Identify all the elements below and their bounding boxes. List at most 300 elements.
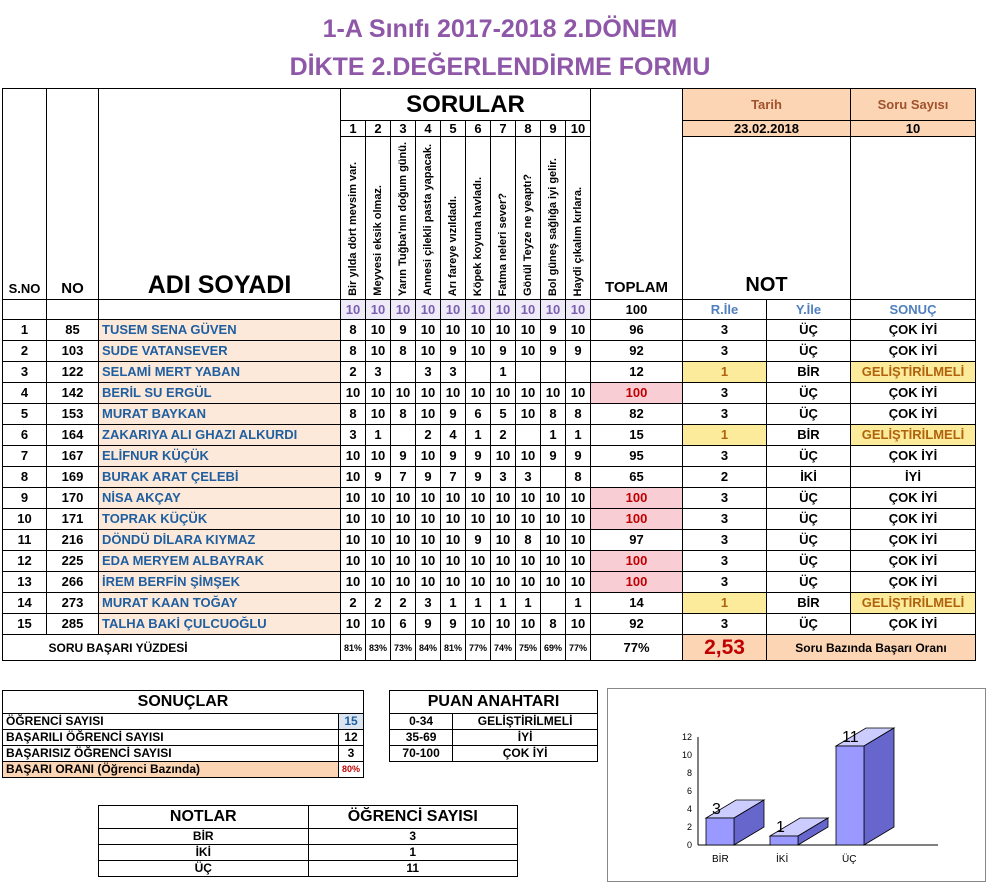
student-score: 10 xyxy=(366,551,391,572)
student-score: 10 xyxy=(416,488,441,509)
student-score: 10 xyxy=(416,572,441,593)
student-score: 10 xyxy=(491,530,516,551)
student-score: 10 xyxy=(491,614,516,635)
student-score: 8 xyxy=(341,341,366,362)
question-max: 10 xyxy=(341,300,366,320)
student-row xyxy=(3,320,976,341)
student-score: 1 xyxy=(491,593,516,614)
student-score: 9 xyxy=(491,341,516,362)
student-score: 10 xyxy=(416,551,441,572)
y-tick-label: 2 xyxy=(686,822,692,832)
question-max: 10 xyxy=(516,300,541,320)
question-text: Gönül Teyze ne yeaptı? xyxy=(522,173,534,296)
question-max: 10 xyxy=(391,300,416,320)
student-score: 10 xyxy=(516,404,541,425)
student-score xyxy=(516,425,541,446)
student-score: 10 xyxy=(366,404,391,425)
student-result: GELİŞTİRİLMELİ xyxy=(851,425,976,446)
student-result: ÇOK İYİ xyxy=(851,320,976,341)
student-score: 9 xyxy=(541,320,566,341)
student-score xyxy=(391,425,416,446)
student-yazi: ÜÇ xyxy=(767,446,851,467)
question-pct: 75% xyxy=(516,635,541,661)
student-total: 100 xyxy=(591,488,683,509)
x-tick-label: İKİ xyxy=(776,854,789,865)
student-score: 10 xyxy=(341,572,366,593)
student-row xyxy=(3,614,976,635)
puan-label: İYİ xyxy=(453,730,598,746)
sonuclar-table xyxy=(2,690,364,778)
question-text-cell xyxy=(341,137,366,300)
puan-range: 0-34 xyxy=(390,714,453,730)
student-score: 10 xyxy=(466,341,491,362)
tarih-label: Tarih xyxy=(683,89,851,121)
sonuclar-value: 80% xyxy=(338,762,363,778)
student-rakam: 3 xyxy=(683,614,767,635)
student-score: 10 xyxy=(466,572,491,593)
student-yazi: BİR xyxy=(767,593,851,614)
y-tick-label: 4 xyxy=(686,804,692,814)
student-yazi: ÜÇ xyxy=(767,551,851,572)
student-name: İREM BERFİN ŞİMŞEK xyxy=(99,572,341,593)
student-total: 95 xyxy=(591,446,683,467)
student-score: 8 xyxy=(341,404,366,425)
y-tick-label: 0 xyxy=(686,840,692,850)
question-number: 9 xyxy=(541,121,566,137)
bar xyxy=(770,836,798,845)
student-result: ÇOK İYİ xyxy=(851,509,976,530)
student-score: 9 xyxy=(416,467,441,488)
sonuc-header: SONUÇ xyxy=(851,300,976,320)
student-score xyxy=(541,467,566,488)
student-total: 97 xyxy=(591,530,683,551)
data-label: 11 xyxy=(842,729,859,746)
student-no: 285 xyxy=(47,614,99,635)
grade-chart-frame xyxy=(607,688,986,882)
question-number: 4 xyxy=(416,121,441,137)
student-score: 10 xyxy=(516,320,541,341)
student-score: 9 xyxy=(566,446,591,467)
student-score: 10 xyxy=(366,320,391,341)
toplam-header: TOPLAM xyxy=(591,89,683,300)
student-score: 1 xyxy=(516,593,541,614)
student-score: 1 xyxy=(366,425,391,446)
student-row xyxy=(3,530,976,551)
student-score: 10 xyxy=(341,467,366,488)
student-name: EDA MERYEM ALBAYRAK xyxy=(99,551,341,572)
student-result: ÇOK İYİ xyxy=(851,383,976,404)
student-yazi: ÜÇ xyxy=(767,320,851,341)
student-score: 9 xyxy=(441,446,466,467)
puan-anahtari-table xyxy=(389,690,598,762)
student-rakam: 1 xyxy=(683,425,767,446)
student-rakam: 3 xyxy=(683,320,767,341)
student-score: 1 xyxy=(441,593,466,614)
student-score: 2 xyxy=(341,593,366,614)
student-no: 266 xyxy=(47,572,99,593)
question-pct: 77% xyxy=(466,635,491,661)
max-total: 100 xyxy=(591,300,683,320)
question-text-cell xyxy=(541,137,566,300)
student-row xyxy=(3,551,976,572)
student-sno: 10 xyxy=(3,509,47,530)
question-max: 10 xyxy=(541,300,566,320)
data-label: 3 xyxy=(712,801,721,818)
sonuclar-label: BAŞARILI ÖĞRENCİ SAYISI xyxy=(3,730,339,746)
student-score: 10 xyxy=(441,320,466,341)
student-sno: 9 xyxy=(3,488,47,509)
student-score: 10 xyxy=(566,509,591,530)
student-no: 216 xyxy=(47,530,99,551)
student-no: 142 xyxy=(47,383,99,404)
student-total: 96 xyxy=(591,320,683,341)
student-score: 8 xyxy=(541,614,566,635)
student-score: 10 xyxy=(491,572,516,593)
notlar-grade: İKİ xyxy=(99,845,309,861)
student-score: 9 xyxy=(441,341,466,362)
name-header: ADI SOYADI xyxy=(99,89,341,300)
student-total: 15 xyxy=(591,425,683,446)
student-score: 3 xyxy=(491,467,516,488)
student-score: 7 xyxy=(391,467,416,488)
student-score: 9 xyxy=(566,341,591,362)
student-row xyxy=(3,404,976,425)
student-score: 4 xyxy=(441,425,466,446)
student-score: 9 xyxy=(391,320,416,341)
student-score: 10 xyxy=(341,509,366,530)
student-total: 82 xyxy=(591,404,683,425)
student-score: 10 xyxy=(341,614,366,635)
student-score: 3 xyxy=(416,362,441,383)
sno-header: S.NO xyxy=(3,89,47,300)
student-score: 10 xyxy=(441,488,466,509)
student-name: MURAT BAYKAN xyxy=(99,404,341,425)
student-yazi: ÜÇ xyxy=(767,383,851,404)
student-total: 65 xyxy=(591,467,683,488)
student-score: 9 xyxy=(466,446,491,467)
student-row xyxy=(3,509,976,530)
footer-spacer xyxy=(3,635,47,661)
student-score: 10 xyxy=(566,572,591,593)
notlar-table xyxy=(98,805,518,877)
student-sno: 11 xyxy=(3,530,47,551)
student-score: 8 xyxy=(566,404,591,425)
student-score xyxy=(516,362,541,383)
puan-range: 35-69 xyxy=(390,730,453,746)
student-result: ÇOK İYİ xyxy=(851,530,976,551)
student-score: 10 xyxy=(441,572,466,593)
y-tick-label: 12 xyxy=(681,732,692,742)
x-tick-label: BİR xyxy=(712,854,729,865)
student-row xyxy=(3,488,976,509)
student-name: MURAT KAAN TOĞAY xyxy=(99,593,341,614)
notlar-count-title: ÖĞRENCİ SAYISI xyxy=(308,806,518,829)
student-total: 12 xyxy=(591,362,683,383)
notlar-grade: ÜÇ xyxy=(99,861,309,877)
student-name: BURAK ARAT ÇELEBİ xyxy=(99,467,341,488)
student-sno: 6 xyxy=(3,425,47,446)
student-score: 10 xyxy=(541,530,566,551)
title-line-1: 1-A Sınıfı 2017-2018 2.DÖNEM xyxy=(322,15,678,43)
student-result: İYİ xyxy=(851,467,976,488)
student-total: 92 xyxy=(591,614,683,635)
name-spacer xyxy=(99,300,341,320)
student-score: 10 xyxy=(491,320,516,341)
student-score: 7 xyxy=(441,467,466,488)
notlar-count: 11 xyxy=(308,861,518,877)
student-score: 3 xyxy=(441,362,466,383)
student-score: 10 xyxy=(516,383,541,404)
student-score: 9 xyxy=(416,614,441,635)
student-result: ÇOK İYİ xyxy=(851,488,976,509)
student-score: 10 xyxy=(491,383,516,404)
student-score: 10 xyxy=(516,614,541,635)
student-yazi: ÜÇ xyxy=(767,614,851,635)
student-no: 167 xyxy=(47,446,99,467)
notlar-grade: BİR xyxy=(99,829,309,845)
student-score: 10 xyxy=(366,509,391,530)
student-score: 10 xyxy=(541,383,566,404)
student-total: 100 xyxy=(591,509,683,530)
question-max: 10 xyxy=(566,300,591,320)
student-yazi: ÜÇ xyxy=(767,530,851,551)
student-score: 10 xyxy=(491,509,516,530)
student-score: 10 xyxy=(491,551,516,572)
student-no: 153 xyxy=(47,404,99,425)
student-score: 1 xyxy=(541,425,566,446)
student-score: 10 xyxy=(466,320,491,341)
grades-table xyxy=(2,88,976,661)
student-yazi: ÜÇ xyxy=(767,572,851,593)
rile-header: R.İle xyxy=(683,300,767,320)
student-score: 6 xyxy=(391,614,416,635)
student-sno: 8 xyxy=(3,467,47,488)
student-yazi: ÜÇ xyxy=(767,341,851,362)
student-score: 9 xyxy=(541,341,566,362)
student-score: 10 xyxy=(341,383,366,404)
student-score: 8 xyxy=(391,404,416,425)
student-name: BERİL SU ERGÜL xyxy=(99,383,341,404)
student-rakam: 2 xyxy=(683,467,767,488)
tarih-value: 23.02.2018 xyxy=(683,121,851,137)
student-score: 9 xyxy=(366,467,391,488)
student-score: 10 xyxy=(466,488,491,509)
student-score: 9 xyxy=(441,404,466,425)
student-result: ÇOK İYİ xyxy=(851,446,976,467)
student-yazi: İKİ xyxy=(767,467,851,488)
question-number: 10 xyxy=(566,121,591,137)
student-score: 10 xyxy=(391,551,416,572)
student-score: 10 xyxy=(366,572,391,593)
student-row xyxy=(3,383,976,404)
student-score: 10 xyxy=(441,509,466,530)
student-total: 100 xyxy=(591,551,683,572)
student-rakam: 3 xyxy=(683,341,767,362)
student-row xyxy=(3,425,976,446)
student-sno: 14 xyxy=(3,593,47,614)
question-number: 1 xyxy=(341,121,366,137)
student-yazi: BİR xyxy=(767,425,851,446)
question-max: 10 xyxy=(491,300,516,320)
student-sno: 2 xyxy=(3,341,47,362)
student-rakam: 3 xyxy=(683,530,767,551)
notlar-title: NOTLAR xyxy=(99,806,309,829)
student-total: 92 xyxy=(591,341,683,362)
student-row xyxy=(3,341,976,362)
student-score: 10 xyxy=(416,509,441,530)
student-rakam: 3 xyxy=(683,404,767,425)
x-tick-label: ÜÇ xyxy=(842,854,857,865)
puan-label: GELİŞTİRİLMELİ xyxy=(453,714,598,730)
y-tick-label: 6 xyxy=(686,786,692,796)
student-name: ELİFNUR KÜÇÜK xyxy=(99,446,341,467)
question-text-cell xyxy=(566,137,591,300)
student-score: 10 xyxy=(416,341,441,362)
student-yazi: ÜÇ xyxy=(767,509,851,530)
question-number: 6 xyxy=(466,121,491,137)
question-text: Meyvesi eksik olmaz. xyxy=(372,185,384,296)
avg-label: Soru Bazında Başarı Oranı xyxy=(767,635,976,661)
student-score: 2 xyxy=(491,425,516,446)
student-score: 10 xyxy=(391,572,416,593)
sorular-header: SORULAR xyxy=(341,89,591,121)
student-score: 10 xyxy=(491,488,516,509)
student-no: 273 xyxy=(47,593,99,614)
student-score: 9 xyxy=(391,446,416,467)
student-name: TOPRAK KÜÇÜK xyxy=(99,509,341,530)
student-no: 164 xyxy=(47,425,99,446)
student-row xyxy=(3,572,976,593)
student-result: ÇOK İYİ xyxy=(851,572,976,593)
student-result: ÇOK İYİ xyxy=(851,551,976,572)
question-text-cell xyxy=(366,137,391,300)
student-score: 10 xyxy=(566,614,591,635)
student-score: 10 xyxy=(391,530,416,551)
question-text-cell xyxy=(516,137,541,300)
question-text-cell xyxy=(441,137,466,300)
student-score: 2 xyxy=(391,593,416,614)
student-score: 1 xyxy=(566,425,591,446)
student-score: 8 xyxy=(391,341,416,362)
student-score: 10 xyxy=(541,509,566,530)
student-rakam: 3 xyxy=(683,383,767,404)
student-name: ZAKARIYA ALI GHAZI ALKURDI xyxy=(99,425,341,446)
y-tick-label: 10 xyxy=(681,750,692,760)
yile-header: Y.İle xyxy=(767,300,851,320)
student-row xyxy=(3,446,976,467)
sonuclar-value: 3 xyxy=(338,746,363,762)
student-score: 10 xyxy=(366,488,391,509)
student-score: 10 xyxy=(516,488,541,509)
question-max: 10 xyxy=(416,300,441,320)
student-rakam: 3 xyxy=(683,509,767,530)
student-rakam: 3 xyxy=(683,446,767,467)
student-score: 8 xyxy=(566,467,591,488)
question-pct: 73% xyxy=(391,635,416,661)
student-score: 10 xyxy=(566,383,591,404)
notlar-count: 3 xyxy=(308,829,518,845)
sonuclar-label: BAŞARI ORANI (Öğrenci Bazında) xyxy=(3,762,339,778)
student-sno: 4 xyxy=(3,383,47,404)
student-no: 171 xyxy=(47,509,99,530)
question-number: 5 xyxy=(441,121,466,137)
student-total: 14 xyxy=(591,593,683,614)
student-result: ÇOK İYİ xyxy=(851,341,976,362)
question-text: Bol güneş sağlığa iyi gelir. xyxy=(547,157,559,296)
question-pct: 81% xyxy=(341,635,366,661)
student-score: 10 xyxy=(541,551,566,572)
student-no: 122 xyxy=(47,362,99,383)
question-pct: 83% xyxy=(366,635,391,661)
student-yazi: ÜÇ xyxy=(767,404,851,425)
no-spacer xyxy=(47,300,99,320)
sonuclar-title: SONUÇLAR xyxy=(3,691,364,714)
student-yazi: BİR xyxy=(767,362,851,383)
student-score: 10 xyxy=(366,530,391,551)
no-header: NO xyxy=(47,89,99,300)
student-score: 10 xyxy=(391,509,416,530)
student-name: SUDE VATANSEVER xyxy=(99,341,341,362)
avg-score: 2,53 xyxy=(683,635,767,661)
student-score: 10 xyxy=(541,488,566,509)
student-score: 10 xyxy=(366,446,391,467)
student-score: 10 xyxy=(566,320,591,341)
bar xyxy=(836,746,864,845)
puan-range: 70-100 xyxy=(390,746,453,762)
student-score: 10 xyxy=(341,446,366,467)
student-score: 9 xyxy=(541,446,566,467)
student-no: 225 xyxy=(47,551,99,572)
grade-chart xyxy=(608,689,985,881)
student-score: 10 xyxy=(466,509,491,530)
puan-label: ÇOK İYİ xyxy=(453,746,598,762)
student-yazi: ÜÇ xyxy=(767,488,851,509)
student-score: 10 xyxy=(366,614,391,635)
student-rakam: 1 xyxy=(683,593,767,614)
student-sno: 15 xyxy=(3,614,47,635)
student-score xyxy=(541,593,566,614)
student-score: 8 xyxy=(516,530,541,551)
question-text-cell xyxy=(416,137,441,300)
student-score: 10 xyxy=(341,530,366,551)
student-score: 3 xyxy=(341,425,366,446)
student-score: 6 xyxy=(466,404,491,425)
sonuclar-label: ÖĞRENCİ SAYISI xyxy=(3,714,339,730)
student-score xyxy=(466,362,491,383)
question-pct: 77% xyxy=(566,635,591,661)
question-number: 3 xyxy=(391,121,416,137)
soru-sayisi-label: Soru Sayısı xyxy=(851,89,976,121)
student-no: 169 xyxy=(47,467,99,488)
student-score: 10 xyxy=(516,572,541,593)
student-score: 10 xyxy=(416,404,441,425)
question-pct: 74% xyxy=(491,635,516,661)
student-result: ÇOK İYİ xyxy=(851,614,976,635)
student-no: 85 xyxy=(47,320,99,341)
question-number: 8 xyxy=(516,121,541,137)
student-score: 2 xyxy=(366,593,391,614)
student-score: 10 xyxy=(566,488,591,509)
question-text: Bir yılda dört mevsim var. xyxy=(347,162,359,296)
student-score: 3 xyxy=(516,467,541,488)
student-score: 1 xyxy=(566,593,591,614)
student-score: 1 xyxy=(466,593,491,614)
student-sno: 1 xyxy=(3,320,47,341)
student-score: 2 xyxy=(341,362,366,383)
student-score: 10 xyxy=(416,530,441,551)
student-score: 1 xyxy=(491,362,516,383)
question-text: Köpek koyuna havladı. xyxy=(472,176,484,296)
